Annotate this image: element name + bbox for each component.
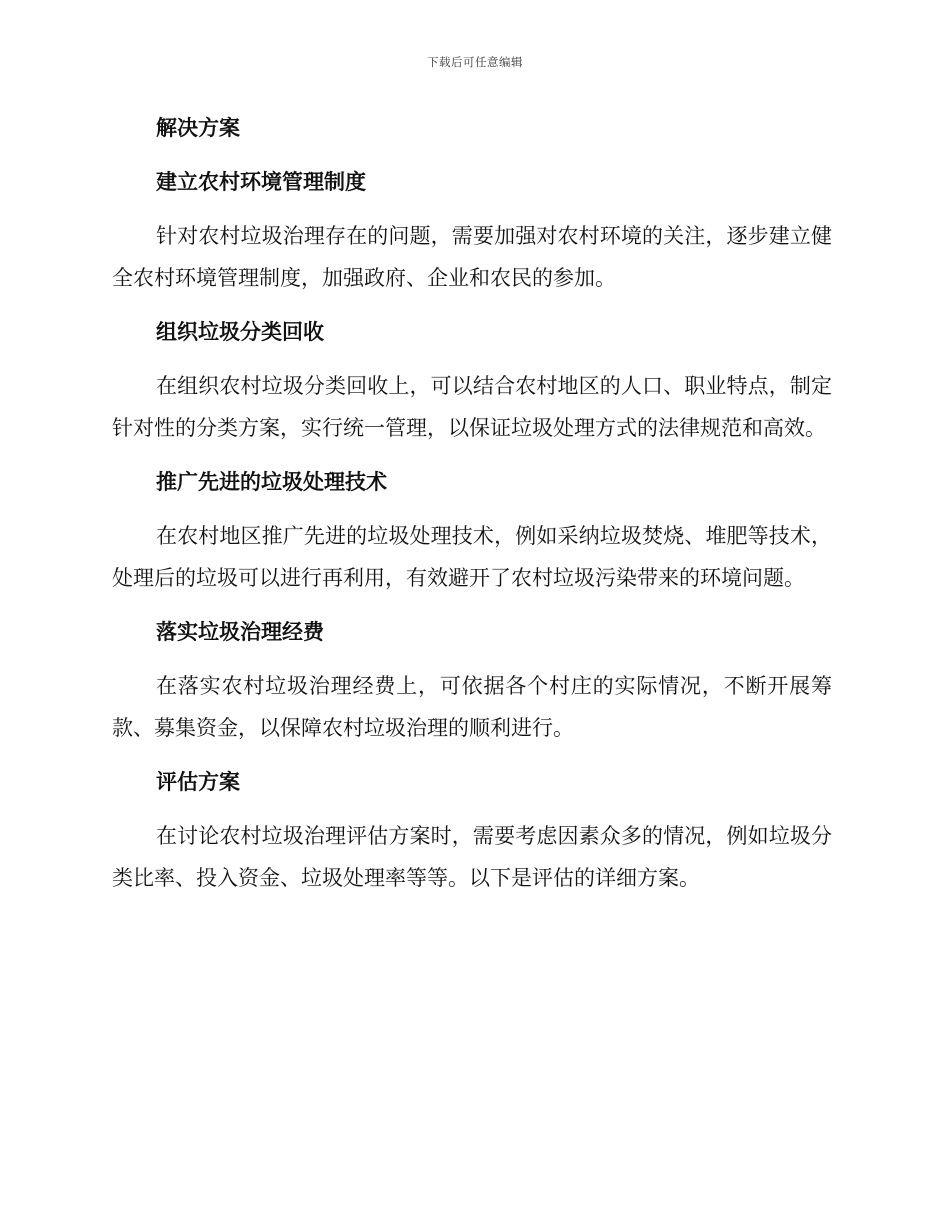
section-heading-solution: 解决方案 <box>156 115 240 140</box>
paragraph-advanced-technology: 在农村地区推广先进的垃圾处理技术，例如采纳垃圾焚烧、堆肥等技术，处理后的垃圾可以进行再利用，有效避开了农村垃圾污染带来的环境问题。 <box>112 524 832 590</box>
paragraph-evaluation: 在讨论农村垃圾治理评估方案时，需要考虑因素众多的情况，例如垃圾分类比率、投入资金、垃圾处理率等等。以下是评估的详细方案。 <box>112 824 832 890</box>
paragraph-management-system: 针对农村垃圾治理存在的问题，需要加强对农村环境的关注，逐步建立健全农村环境管理制度，加强政府、企业和农民的参加。 <box>112 224 832 290</box>
section-heading-evaluation: 评估方案 <box>156 769 240 794</box>
section-heading-sorting-recycling: 组织垃圾分类回收 <box>156 319 324 344</box>
section-heading-management-system: 建立农村环境管理制度 <box>156 169 366 194</box>
paragraph-funding: 在落实农村垃圾治理经费上，可依据各个村庄的实际情况，不断开展筹款、募集资金，以保障农村垃圾治理的顺利进行。 <box>112 674 832 740</box>
section-heading-funding: 落实垃圾治理经费 <box>156 619 324 644</box>
section-heading-advanced-technology: 推广先进的垃圾处理技术 <box>156 469 387 494</box>
paragraph-sorting-recycling: 在组织农村垃圾分类回收上，可以结合农村地区的人口、职业特点，制定针对性的分类方案，实行统一管理，以保证垃圾处理方式的法律规范和高效。 <box>112 374 832 440</box>
document-body <box>112 107 832 911</box>
page-header: 下载后可任意编辑 <box>427 55 523 69</box>
